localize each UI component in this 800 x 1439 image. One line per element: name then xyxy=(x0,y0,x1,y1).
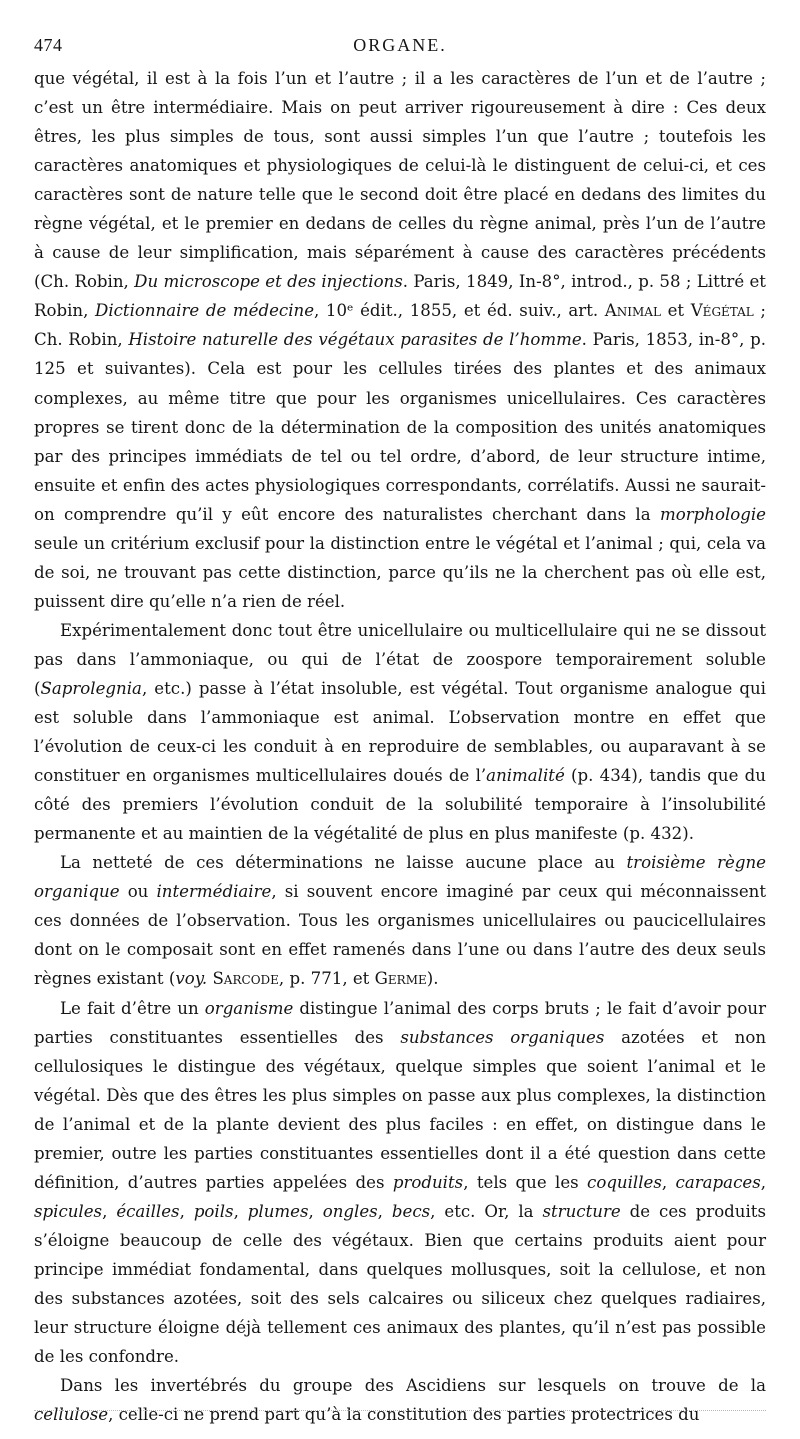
italic-text: intermédiaire xyxy=(156,882,272,902)
body-text: , xyxy=(102,1201,117,1221)
body-text: , xyxy=(233,1201,248,1221)
body-text: . Paris, 1853, in-8°, p. 125 et suivantes). Cela est pour les cellules tirées des plantes et des animaux complexes, au même titre que pour les organismes unicellulaires. Ces caractères propres se tirent donc de la détermination de la composition des unités anatomiques par des principes immédiats de tel ou tel ordre, d’abord, de leur structure intime, ensuite et enfin des actes physiologiques correspondants, corrélatifs. Aussi ne saurait-on comprendre qu’il y eût encore des naturalistes cherchant dans la xyxy=(34,330,766,524)
small-caps-text: Végétal xyxy=(690,301,754,321)
italic-text: carapaces xyxy=(675,1172,761,1192)
body-text: de ces produits s’éloigne beaucoup de celle des végétaux. Bien que certains produits aient pour principe immédiat fondamental, dans quelques mollusques, soit la cellulose, et non des substances azotées, soit des sels calcaires ou siliceux chez quelques radiaires, leur structure éloigne déjà tellement ces animaux des plantes, qu’il n’est pas possible de les confondre. xyxy=(34,1201,766,1367)
body-text: ; Ch. Robin, xyxy=(34,301,767,350)
italic-text: Du microscope et des injections xyxy=(134,272,403,292)
small-caps-text: Germe xyxy=(374,969,427,989)
italic-text: écailles xyxy=(116,1201,180,1221)
italic-text: Saprolegnia xyxy=(40,678,142,698)
body-text: distingue l’animal des corps bruts ; le fait d’avoir pour parties constituantes essentielles des xyxy=(34,998,766,1047)
body-text: , xyxy=(179,1201,194,1221)
page-number: 474 xyxy=(34,35,63,55)
body-text: , xyxy=(377,1201,392,1221)
body-text: ). xyxy=(426,969,439,989)
italic-text: produits xyxy=(392,1172,464,1192)
italic-text: voy. xyxy=(175,969,208,989)
italic-text: becs xyxy=(391,1201,431,1221)
body-text: Le fait d’être un xyxy=(60,998,205,1018)
italic-text: plumes xyxy=(247,1201,309,1221)
body-text: La netteté de ces déterminations ne laisse aucune place au xyxy=(60,853,627,873)
italic-text: poils xyxy=(193,1201,234,1221)
body-text: et xyxy=(660,301,691,321)
page-bottom-edge xyxy=(34,1410,766,1412)
italic-text: animalité xyxy=(486,766,565,786)
small-caps-text: Sarcode xyxy=(212,969,279,989)
body-paragraph xyxy=(34,994,766,1372)
body-paragraph xyxy=(34,1371,766,1429)
body-text: , si souvent encore imaginé par ceux qui méconnaissent ces données de l’observation. Tous les organismes unicellulaires ou paucicellulaires dont on le composait sont en effet ramenés dans l’une ou dans l’autre des deux seuls règnes existant ( xyxy=(34,882,766,989)
body-text: , celle-ci ne prend part qu’à la constitution des parties protectrices du xyxy=(108,1405,700,1425)
body-text: , etc. Or, la xyxy=(430,1201,543,1221)
small-caps-text: Animal xyxy=(604,301,661,321)
body-paragraph xyxy=(34,616,766,848)
italic-text: Dictionnaire de médecine xyxy=(95,301,315,321)
italic-text: coquilles xyxy=(587,1172,662,1192)
italic-text: ongles xyxy=(322,1201,378,1221)
body-text: , p. 771, et xyxy=(278,969,375,989)
body-text: , tels que les xyxy=(463,1172,588,1192)
italic-text: troisième règne organique xyxy=(34,853,766,902)
italic-text: substances organiques xyxy=(400,1027,605,1047)
body-text: (p. 434), tandis que du côté des premiers l’évolution conduit de la solubilité temporaire à l’insolubilité permanente et au maintien de la végétalité de plus en plus manifeste (p. 432). xyxy=(34,766,766,844)
page-title: ORGANE. xyxy=(353,35,447,55)
italic-text: organisme xyxy=(204,998,294,1018)
body-text: , etc.) passe à l’état insoluble, est végétal. Tout organisme analogue qui est soluble dans l’ammoniaque est animal. L’observation montre en effet que l’évolution de ceux-ci les conduit à en reproduire de semblables, ou auparavant à se constituer en organismes multicellulaires doués de l’ xyxy=(34,678,766,786)
book-page xyxy=(34,30,766,1429)
italic-text: spicules xyxy=(34,1201,103,1221)
body-text: , xyxy=(760,1172,766,1192)
running-head xyxy=(34,30,766,60)
italic-text: cellulose xyxy=(34,1405,109,1425)
body-text: , 10ᵉ édit., 1855, et éd. suiv., art. xyxy=(314,301,605,321)
italic-text: Histoire naturelle des végétaux parasites de l’homme xyxy=(128,330,582,350)
italic-text: morphologie xyxy=(659,504,766,524)
body-text: Dans les invertébrés du groupe des Ascidiens sur lesquels on trouve de la xyxy=(60,1376,766,1396)
body-text: , xyxy=(661,1172,676,1192)
body-text: . Paris, 1849, In-8°, introd., p. 58 ; Littré et Robin, xyxy=(34,272,766,321)
body-text: ou xyxy=(119,882,157,902)
italic-text: structure xyxy=(542,1201,621,1221)
body-paragraph xyxy=(34,64,766,616)
body-text: seule un critérium exclusif pour la distinction entre le végétal et l’animal ; qui, cela va de soi, ne trouvant pas cette distinction, parce qu’ils ne la cherchent pas où elle est, puissent dire qu’elle n’a rien de réel. xyxy=(34,533,766,611)
body-text: que végétal, il est à la fois l’un et l’autre ; il a les caractères de l’un et de l’autre ; c’est un être intermédiaire. Mais on peut arriver rigoureusement à dire : Ces deux êtres, les plus simples de tous, sont aussi simples l’un que l’autre ; toutefois les caractères anatomiques et physiologiques de celui-là le distinguent de celui-ci, et ces caractères sont de nature telle que le second doit être placé en dedans des limites du règne végétal, et le premier en dedans de celles du règne animal, près l’un de l’autre à cause de leur simplification, mais séparément à cause des caractères précédents (Ch. Robin, xyxy=(34,69,766,292)
body-paragraph xyxy=(34,848,766,993)
body-text: , xyxy=(308,1201,323,1221)
body-text: azotées et non cellulosiques le distingue des végétaux, quelque simples que soient l’animal et le végétal. Dès que des êtres les plus simples on passe aux plus complexes, la distinction de l’animal et de la plante devient des plus faciles : en effet, on distingue dans le premier, outre les parties constituantes essentielles dont il a été question dans cette définition, d’autres parties appelées des xyxy=(34,1027,766,1192)
body-text: Expérimentalement donc tout être unicellulaire ou multicellulaire qui ne se dissout pas dans l’ammoniaque, ou qui de l’état de zoospore temporairement soluble ( xyxy=(34,620,766,698)
